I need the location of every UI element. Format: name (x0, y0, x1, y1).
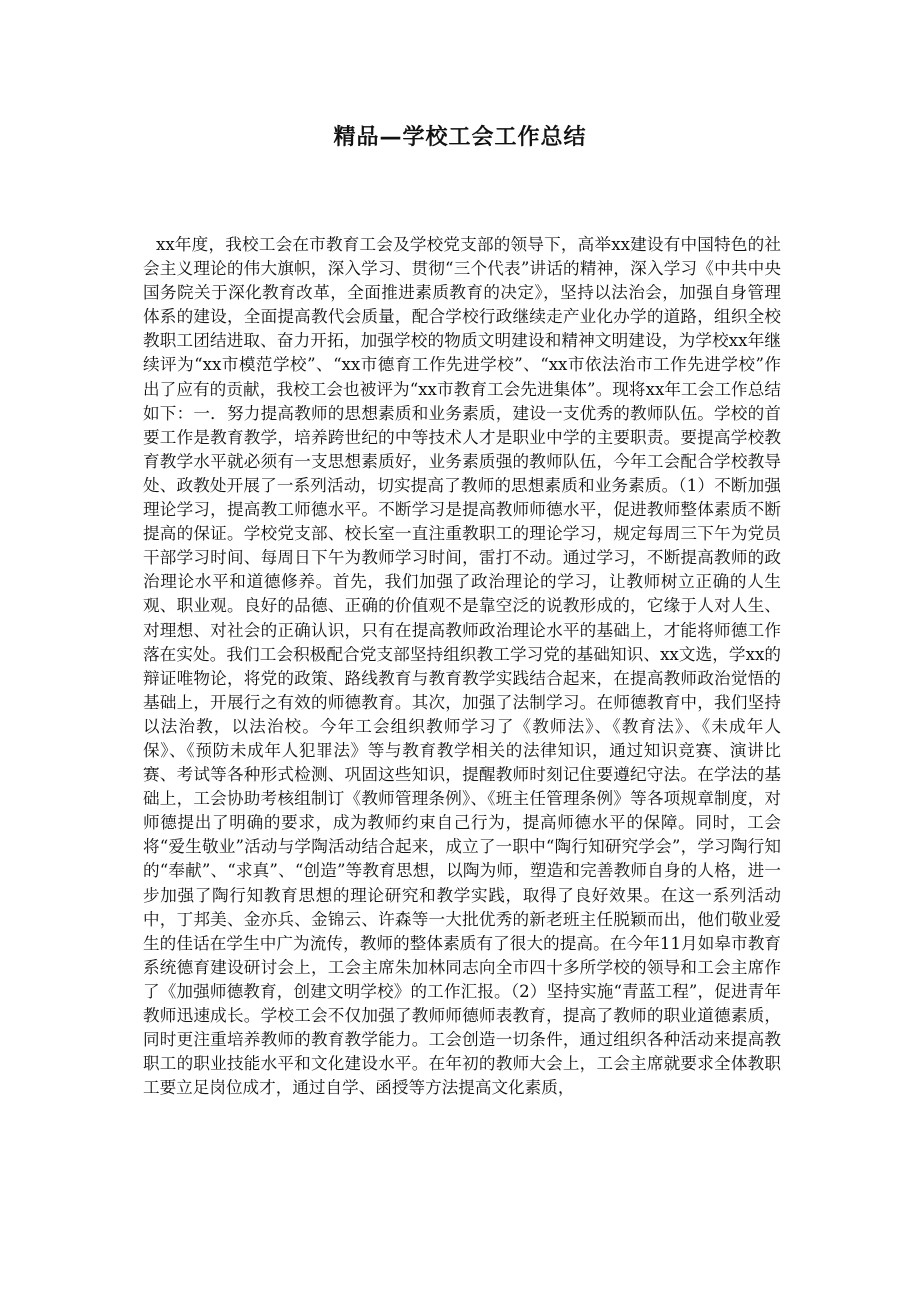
document-title: 精品—学校工会工作总结 (333, 125, 587, 150)
document-body-paragraph: xx年度，我校工会在市教育工会及学校党支部的领导下，高举xx建设有中国特色的社会主义理论的伟大旗帜，深入学习、贯彻“三个代表”讲话的精神，深入学习《中共中央国务院关于深化教育改革，全面推进素质教育的决定》，坚持以法治会，加强自身管理体系的建设，全面提高教代会质量，配合学校行政继续走产业化办学的道路，组织全校教职工团结进取、奋力开拓，加强学校的物质文明建设和精神文明建设，为学校xx年继续评为“xx市模范学校”、“xx市德育工作先进学校”、“xx市依法治市工作先进学校”作出了应有的贡献，我校工会也被评为“xx市教育工会先进集体”。现将xx年工会工作总结如下：一．努力提高教师的思想素质和业务素质，建设一支优秀的教师队伍。学校的首要工作是教育教学，培养跨世纪的中等技术人才是职业中学的主要职责。要提高学校教育教学水平就必须有一支思想素质好，业务素质强的教师队伍，今年工会配合学校教导处、政教处开展了一系列活动，切实提高了教师的思想素质和业务素质。（1）不断加强理论学习，提高教工师德水平。不断学习是提高教师师德水平，促进教师整体素质不断提高的保证。学校党支部、校长室一直注重教职工的理论学习，规定每周三下午为党员干部学习时间、每周日下午为教师学习时间，雷打不动。通过学习，不断提高教师的政治理论水平和道德修养。首先，我们加强了政治理论的学习，让教师树立正确的人生观、职业观。良好的品德、正确的价值观不是靠空泛的说教形成的，它缘于人对人生、对理想、对社会的正确认识，只有在提高教师政治理论水平的基础上，才能将师德工作落在实处。我们工会积极配合党支部坚持组织教工学习党的基础知识、xx文选，学xx的辩证唯物论，将党的政策、路线教育与教育教学实践结合起来，在提高教师政治觉悟的基础上，开展行之有效的师德教育。其次，加强了法制学习。在师德教育中，我们坚持以法治教，以法治校。今年工会组织教师学习了《教师法》、《教育法》、《未成年人保》、《预防未成年人犯罪法》等与教育教学相关的法律知识，通过知识竞赛、演讲比赛、考试等各种形式检测、巩固这些知识，提醒教师时刻记住要遵纪守法。在学法的基础上，工会协助考核组制订《教师管理条例》、《班主任管理条例》等各项规章制度，对师德提出了明确的要求，成为教师约束自己行为，提高师德水平的保障。同时，工会将“爱生敬业”活动与学陶活动结合起来，成立了一职中“陶行知研究学会”，学习陶行知的“奉献”、“求真”、“创造”等教育思想，以陶为师，塑造和完善教师自身的人格，进一步加强了陶行知教育思想的理论研究和教学实践，取得了良好效果。在这一系列活动中，丁邦美、金亦兵、金锦云、许森等一大批优秀的新老班主任脱颖而出，他们敬业爱生的佳话在学生中广为流传，教师的整体素质有了很大的提高。在今年11月如皋市教育系统德育建设研讨会上，工会主席朱加林同志向全市四十多所学校的领导和工会主席作了《加强师德教育，创建文明学校》的工作汇报。（2）坚持实施“青蓝工程”，促进青年教师迅速成长。学校工会不仅加强了教师师德师表教育，提高了教师的职业道德素质，同时更注重培养教师的教育教学能力。工会创造一切条件，通过组织各种活动来提高教职工的职业技能水平和文化建设水平。在年初的教师大会上，工会主席就要求全体教职工要立足岗位成才，通过自学、函授等方法提高文化素质， (143, 235, 781, 1098)
